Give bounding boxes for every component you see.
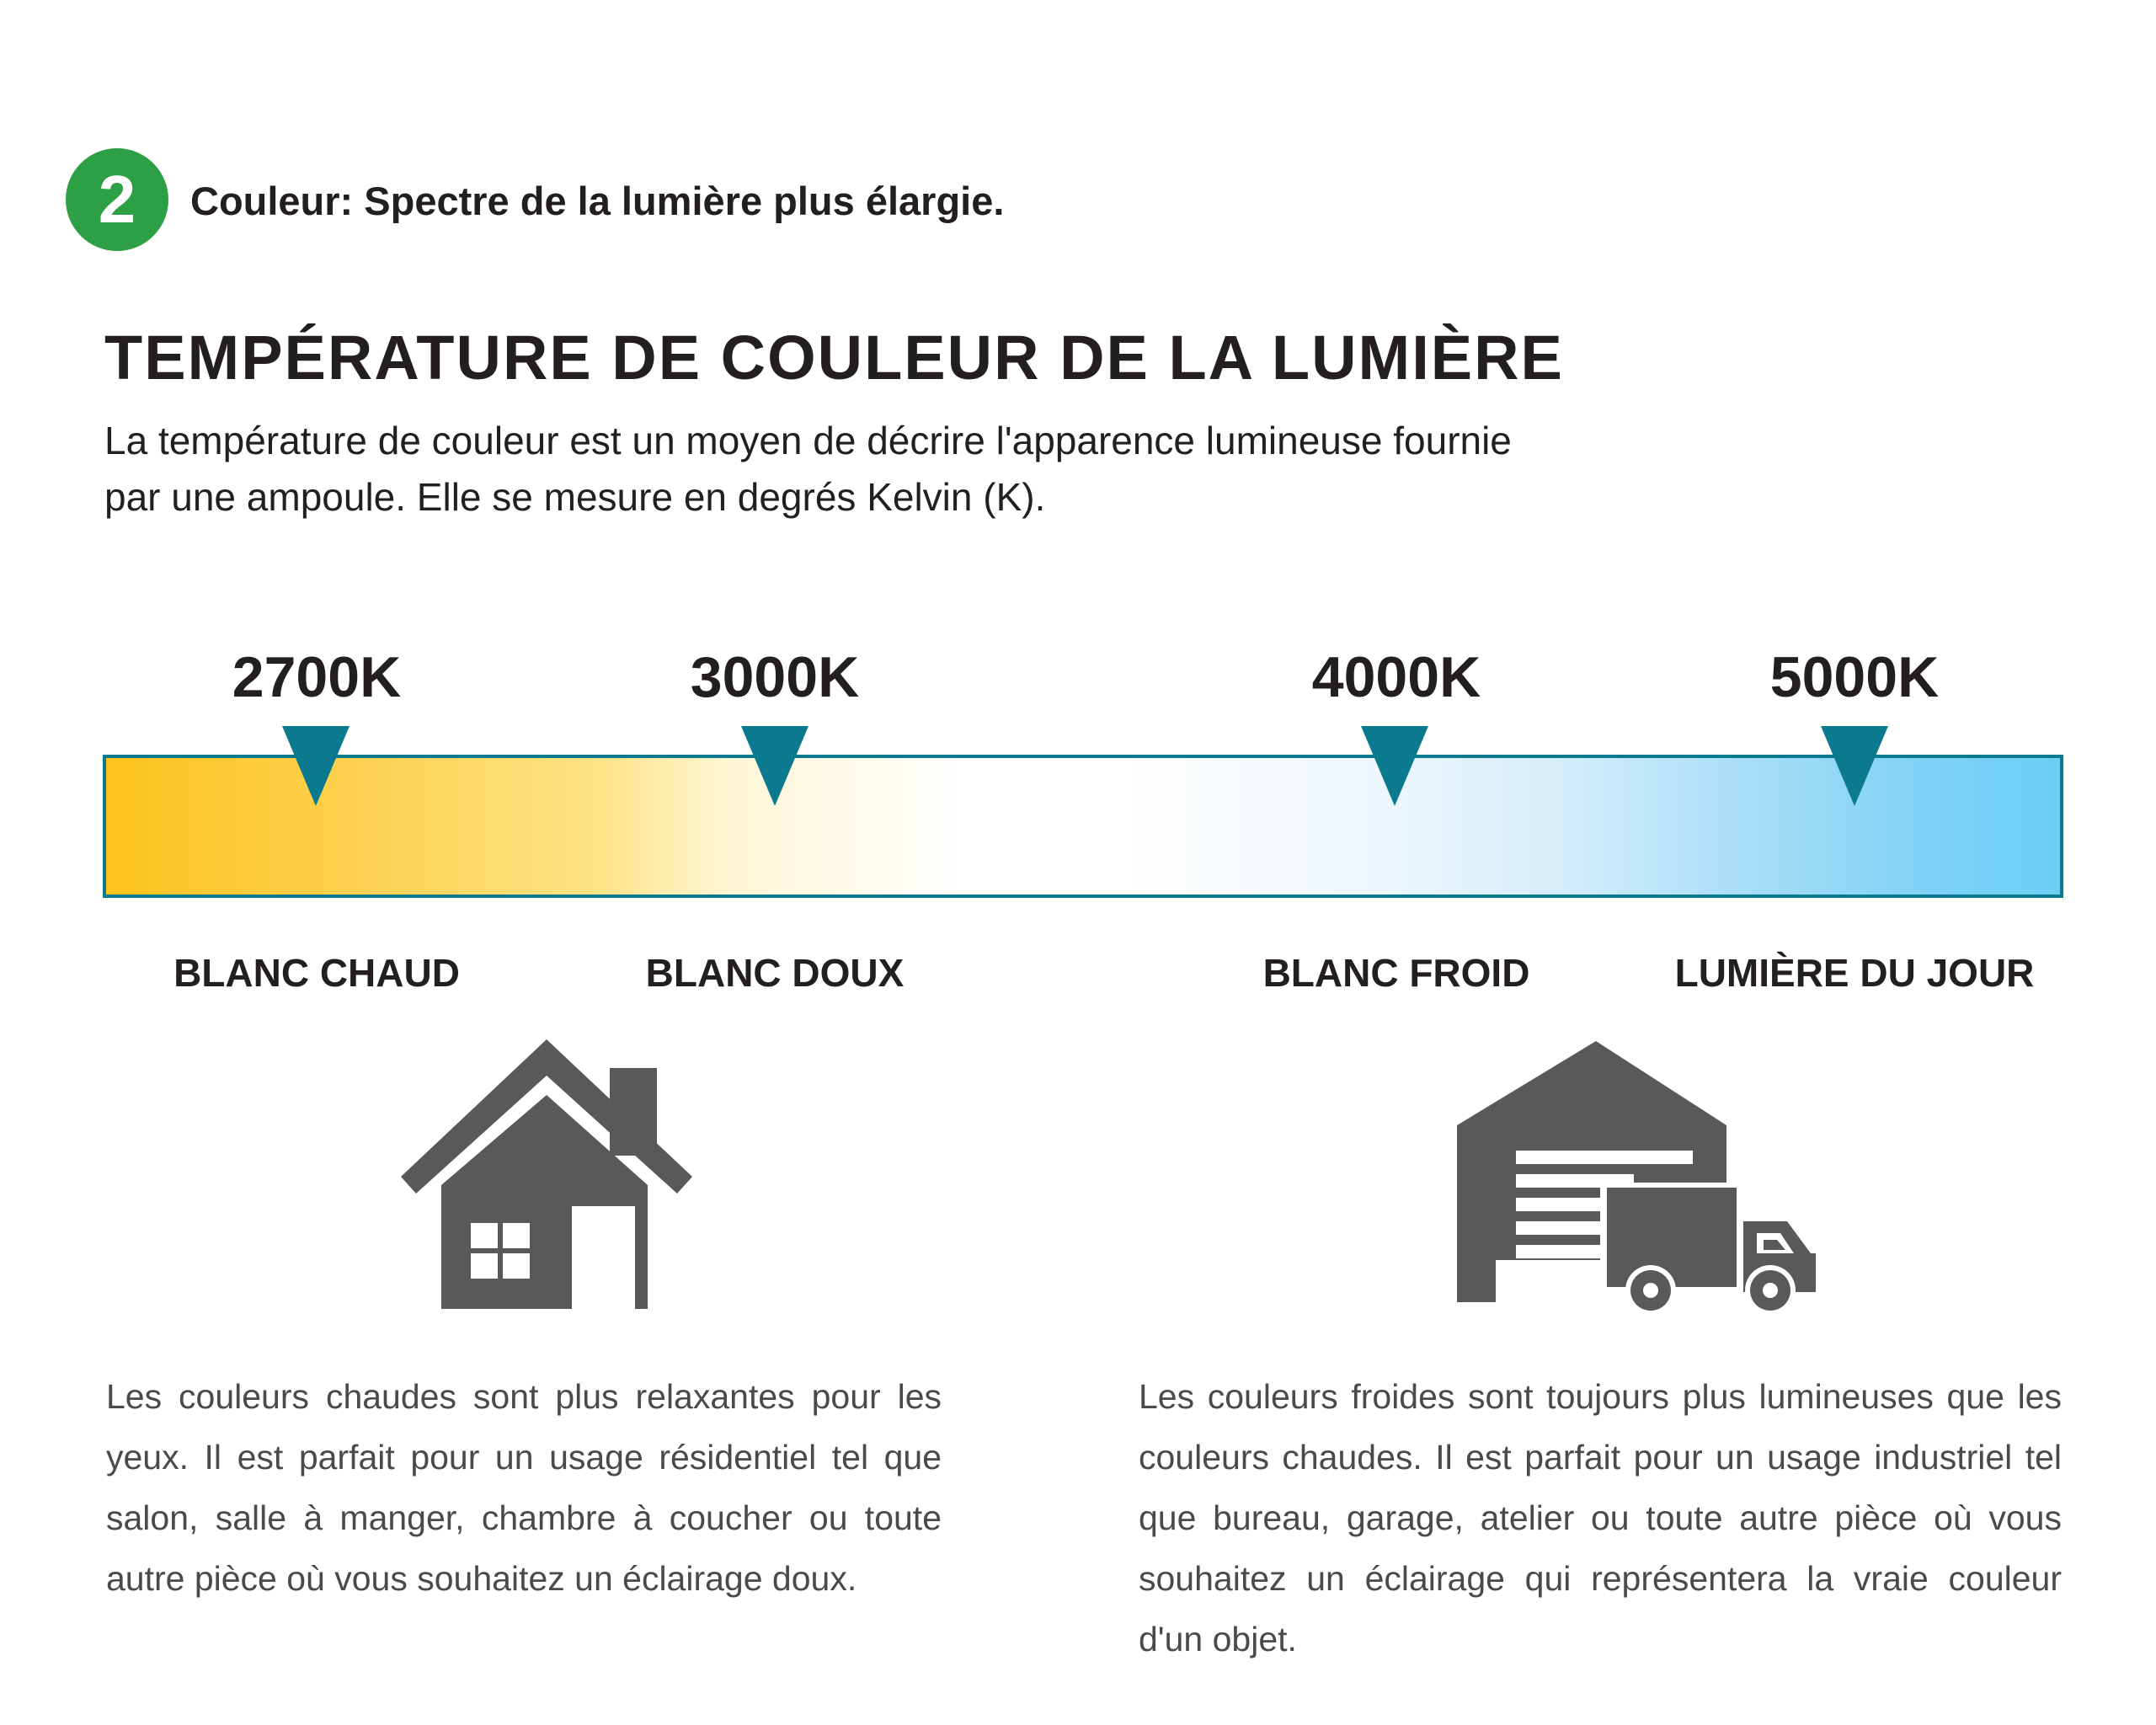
warehouse-truck-icon	[1457, 1041, 1828, 1319]
label-blanc-doux: BLANC DOUX	[645, 951, 905, 995]
house-icon	[399, 1038, 694, 1316]
marker-pointer-icon	[741, 726, 808, 806]
intro-paragraph	[104, 413, 1705, 526]
label-lumiere-du-jour: LUMIÈRE DU JOUR	[1674, 951, 2035, 995]
warm-colors-description: Les couleurs chaudes sont plus relaxantes pour les yeux. Il est parfait pour un usage résidentiel tel que salon, salle à manger, chambre à coucher ou toute autre pièce où vous souhaitez un éclairage doux.	[106, 1377, 942, 1598]
kelvin-2700: 2700K	[232, 645, 402, 709]
marker-pointer-icon	[1361, 726, 1428, 806]
kelvin-3000: 3000K	[690, 645, 860, 709]
marker-pointer-icon	[282, 726, 350, 806]
cool-colors-description: Les couleurs froides sont toujours plus lumineuses que les couleurs chaudes. Il est parfait pour un usage industriel tel que bureau, garage, atelier ou toute autre pièce où vous souhaitez un éclairage qui représentera la vraie couleur d'un objet.	[1139, 1377, 2062, 1658]
step-number-badge: 2	[66, 148, 168, 251]
label-blanc-froid: BLANC FROID	[1262, 951, 1530, 995]
step-heading: Couleur: Spectre de la lumière plus élargie.	[190, 179, 1005, 223]
intro-line: par une ampoule. Elle se mesure en degrés Kelvin (K).	[104, 475, 1046, 519]
label-blanc-chaud: BLANC CHAUD	[173, 951, 460, 995]
kelvin-4000: 4000K	[1311, 645, 1481, 709]
color-temperature-spectrum-bar	[103, 755, 2063, 898]
kelvin-5000: 5000K	[1769, 645, 1940, 709]
page-title: TEMPÉRATURE DE COULEUR DE LA LUMIÈRE	[104, 323, 1564, 393]
intro-line: La température de couleur est un moyen de décrire l'apparence lumineuse fournie	[104, 419, 1512, 462]
marker-pointer-icon	[1821, 726, 1888, 806]
